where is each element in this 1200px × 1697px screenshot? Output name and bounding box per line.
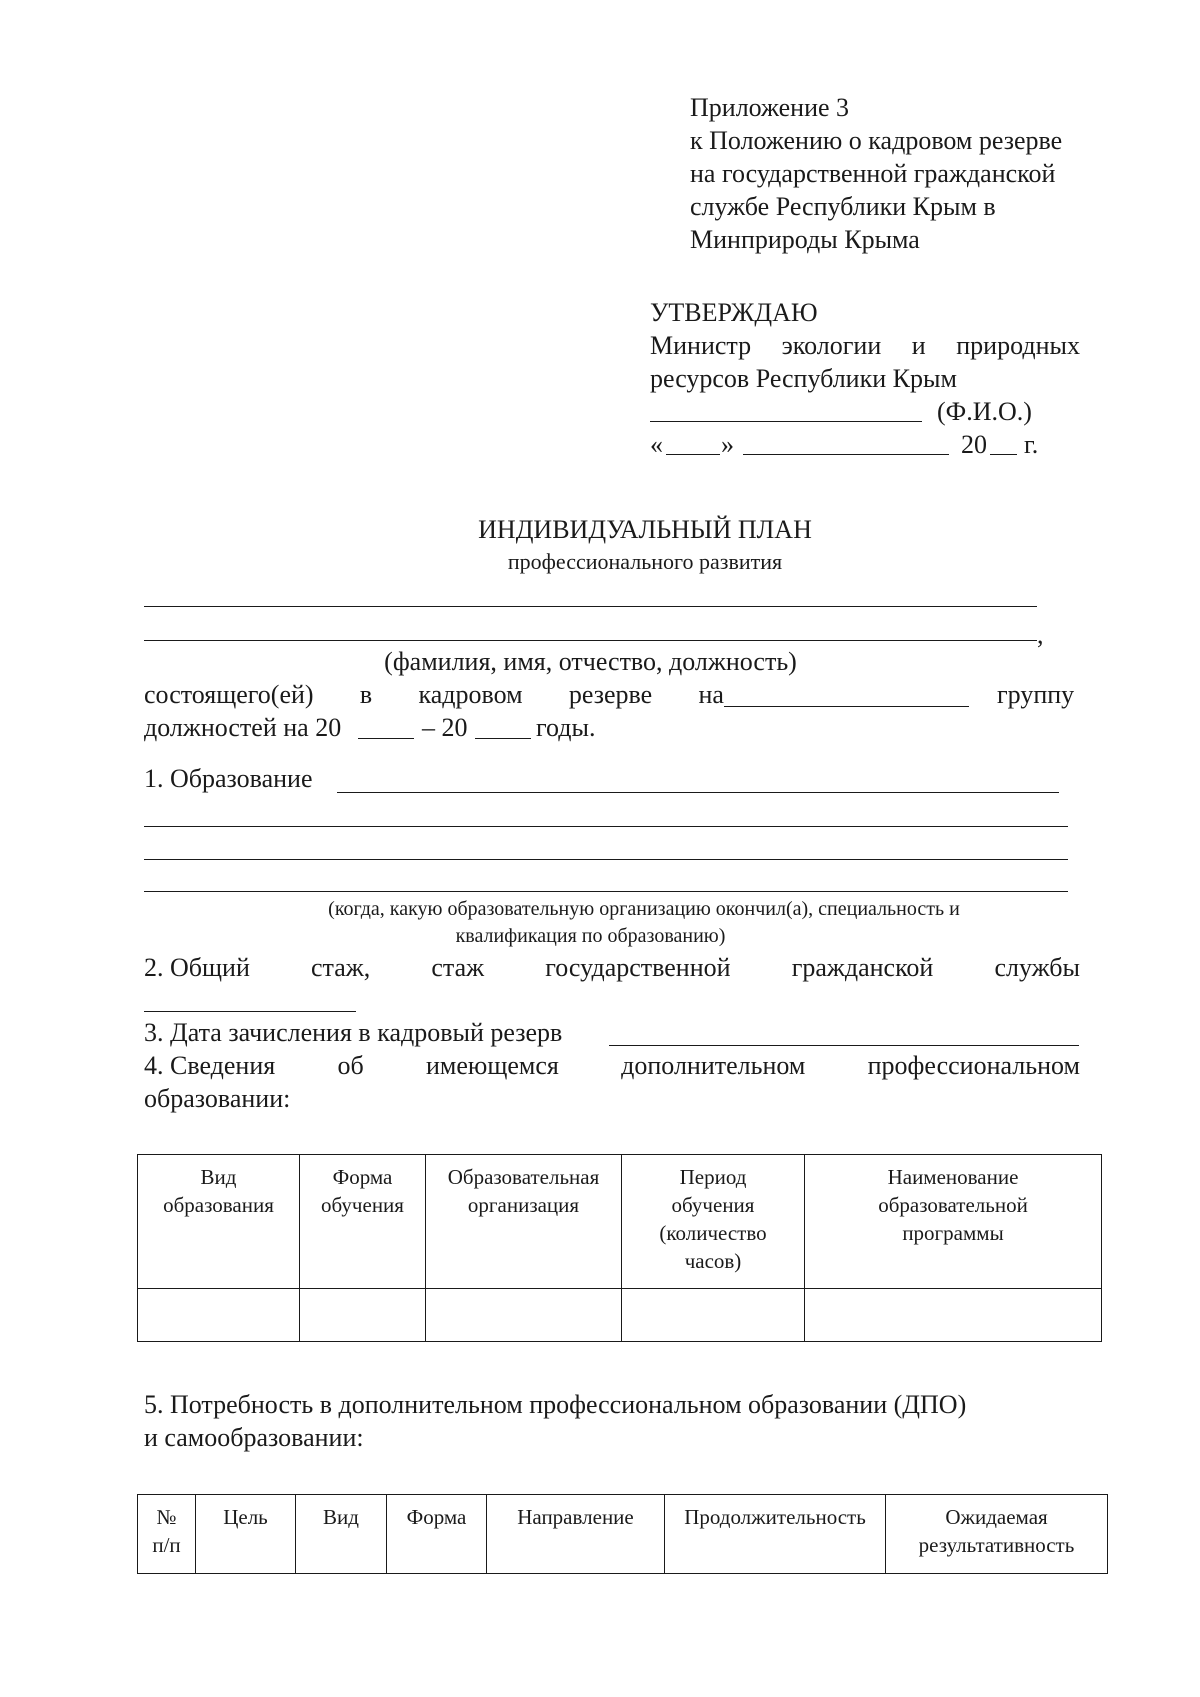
table-header: Вид <box>296 1495 387 1574</box>
approval-word: и <box>911 331 926 360</box>
approval-title: УТВЕРЖДАЮ <box>650 298 818 327</box>
dpo-need-line-2: и самообразовании: <box>144 1423 364 1452</box>
education-blank[interactable] <box>144 859 1068 860</box>
date-open-quote: « <box>650 430 663 459</box>
dpo-info-line-2: образовании: <box>144 1084 291 1113</box>
dpo-info-word: имеющемся <box>426 1051 559 1080</box>
employee-position-blank[interactable] <box>144 640 1037 641</box>
document-subtitle: профессионального развития <box>507 549 783 574</box>
reserve-word: резерве <box>568 680 653 709</box>
table-header: Период обучения (количество часов) <box>622 1155 805 1289</box>
employee-name-blank[interactable] <box>144 606 1037 607</box>
education-caption: квалификация по образованию) <box>455 925 726 947</box>
approval-word: экологии <box>781 331 882 360</box>
years-start-blank[interactable] <box>358 738 414 739</box>
table-cell[interactable] <box>622 1289 805 1342</box>
fio-label: (Ф.И.О.) <box>937 397 1032 426</box>
education-table <box>137 1154 1102 1342</box>
dpo-info-word: профессиональном <box>867 1051 1080 1080</box>
reserve-word: кадровом <box>418 680 523 709</box>
table-cell[interactable] <box>138 1289 300 1342</box>
years-end-blank[interactable] <box>475 738 531 739</box>
appendix-line: службе Республики Крым в <box>690 192 996 221</box>
employee-caption: (фамилия, имя, отчество, должность) <box>384 647 797 676</box>
experience-word: 2. Общий <box>144 953 250 982</box>
table-header: Образовательная организация <box>426 1155 622 1289</box>
dpo-need-line: 5. Потребность в дополнительном профессиональном образовании (ДПО) <box>144 1390 967 1419</box>
signature-blank[interactable] <box>650 421 922 422</box>
approval-word: природных <box>956 331 1080 360</box>
reserve-date-label: 3. Дата зачисления в кадровый резерв <box>144 1018 563 1047</box>
appendix-line: к Положению о кадровом резерве <box>690 126 1063 155</box>
table-row <box>138 1289 1102 1342</box>
education-blank[interactable] <box>337 792 1059 793</box>
date-year-suffix: г. <box>1024 430 1039 459</box>
date-year-blank[interactable] <box>990 454 1017 455</box>
education-caption: (когда, какую образовательную организацию окончил(а), специальность и <box>328 898 960 920</box>
table-header: Цель <box>196 1495 296 1574</box>
reserve-date-blank[interactable] <box>609 1045 1079 1046</box>
table-cell[interactable] <box>805 1289 1102 1342</box>
group-word: группу <box>997 680 1075 709</box>
date-year-prefix: 20 <box>961 430 987 459</box>
dpo-info-word: 4. Сведения <box>144 1051 276 1080</box>
education-blank[interactable] <box>144 891 1068 892</box>
reserve-word: в <box>359 680 373 709</box>
employee-comma: , <box>1037 620 1044 649</box>
experience-word: стаж <box>431 953 485 982</box>
years-prefix: должностей на 20 <box>144 713 342 742</box>
years-suffix: годы. <box>536 713 596 742</box>
approval-word: Министр <box>650 331 752 360</box>
years-dash: – 20 <box>422 713 468 742</box>
education-label: 1. Образование <box>144 764 313 793</box>
date-month-blank[interactable] <box>743 454 949 455</box>
experience-word: государственной <box>545 953 731 982</box>
group-blank[interactable] <box>724 706 969 707</box>
approval-position-line <box>650 329 1080 362</box>
table-header: Продолжительность <box>665 1495 886 1574</box>
table-header: Направление <box>487 1495 665 1574</box>
reserve-word: на <box>698 680 724 709</box>
table-cell[interactable] <box>300 1289 426 1342</box>
table-header: Форма обучения <box>300 1155 426 1289</box>
dpo-info-line <box>144 1049 1080 1082</box>
appendix-title: Приложение 3 <box>690 93 850 122</box>
experience-word: гражданской <box>791 953 934 982</box>
table-header: № п/п <box>138 1495 196 1574</box>
experience-word: стаж, <box>311 953 371 982</box>
table-cell[interactable] <box>426 1289 622 1342</box>
document-title: ИНДИВИДУАЛЬНЫЙ ПЛАН <box>478 515 812 544</box>
date-day-blank[interactable] <box>666 454 720 455</box>
dpo-info-word: дополнительном <box>621 1051 806 1080</box>
table-header: Форма <box>387 1495 487 1574</box>
dpo-info-word: об <box>337 1051 364 1080</box>
date-close-quote: » <box>721 430 734 459</box>
appendix-line: на государственной гражданской <box>690 159 1056 188</box>
appendix-line: Минприроды Крыма <box>690 225 920 254</box>
approval-position-line-2: ресурсов Республики Крым <box>650 364 957 393</box>
table-header: Вид образования <box>138 1155 300 1289</box>
education-blank[interactable] <box>144 826 1068 827</box>
table-header: Ожидаемая результативность <box>886 1495 1108 1574</box>
experience-line <box>144 951 1080 984</box>
experience-word: службы <box>994 953 1080 982</box>
experience-blank[interactable] <box>144 1011 356 1012</box>
dpo-need-table <box>137 1494 1108 1574</box>
reserve-line <box>144 678 724 711</box>
table-header: Наименование образовательной программы <box>805 1155 1102 1289</box>
reserve-word: состоящего(ей) <box>144 680 314 709</box>
